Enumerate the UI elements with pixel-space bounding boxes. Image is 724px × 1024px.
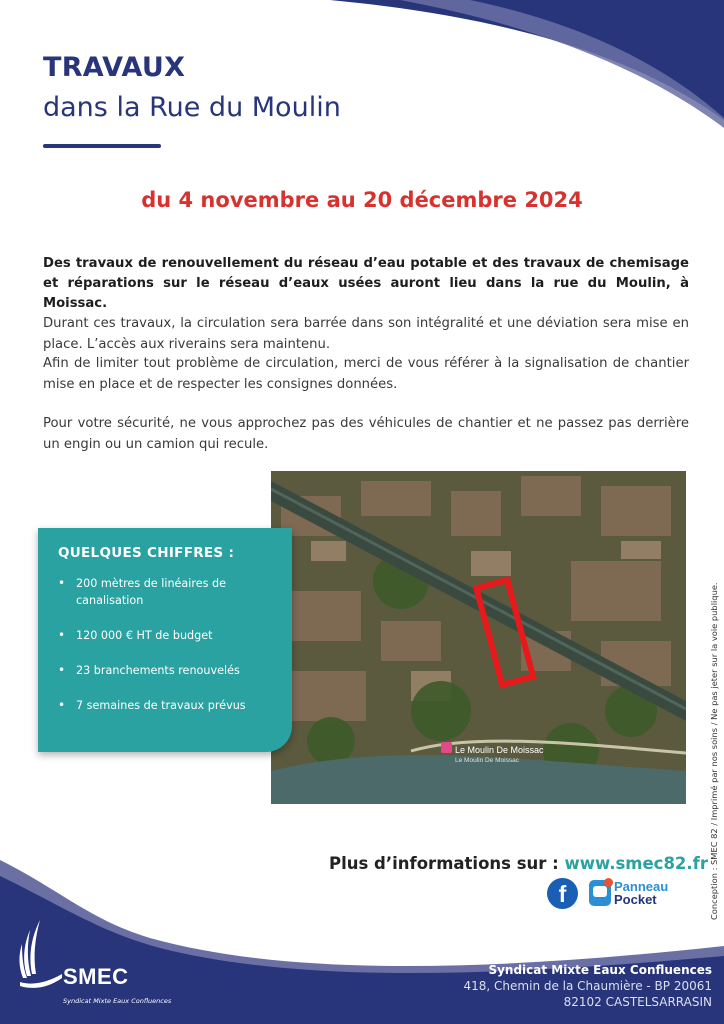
work-dates: du 4 novembre au 20 décembre 2024 [141, 188, 583, 212]
smec-logo-name: SMEC [63, 964, 129, 989]
page-title: TRAVAUX [43, 52, 186, 83]
traffic-paragraph: Durant ces travaux, la circulation sera barrée dans son intégralité et une déviation sera mise en place. L’accès aux riverains sera maintenu. [43, 316, 689, 352]
website-link[interactable]: www.smec82.fr [564, 854, 708, 873]
smec-logo-tagline: Syndicat Mixte Eaux Confluences [63, 997, 172, 1005]
footer-address [464, 962, 712, 1010]
safety-paragraph: Pour votre sécurité, ne vous approchez pas des véhicules de chantier et ne passez pas derrière un engin ou un camion qui recule. [43, 416, 689, 452]
footer-city-line: 82102 CASTELSARRASIN [563, 995, 712, 1009]
map-place-label: Le Moulin De Moissac [455, 745, 544, 755]
footer-org-name: Syndicat Mixte Eaux Confluences [488, 963, 712, 977]
facebook-icon[interactable]: f [547, 878, 578, 909]
key-figure-item: • 7 semaines de travaux prévus [58, 697, 272, 714]
map-place-sublabel: Le Moulin De Moissac [455, 757, 519, 764]
key-figures-list [58, 575, 272, 714]
more-info-label: Plus d’informations sur : [329, 854, 559, 873]
panneau-pocket-line1: Panneau [614, 879, 669, 894]
title-underline [43, 144, 161, 148]
design-credit: Conception : SMEC 82 / Imprimé par nos soins / Ne pas jeter sur la voie publique. [709, 582, 719, 920]
footer-address-line: 418, Chemin de la Chaumière - BP 20061 [463, 979, 712, 993]
key-figure-item: • 23 branchements renouvelés [58, 662, 272, 679]
key-figures-title: QUELQUES CHIFFRES : [58, 545, 235, 561]
key-figures-box [38, 528, 292, 752]
key-figure-item: • 120 000 € HT de budget [58, 627, 272, 644]
aerial-map [271, 471, 686, 804]
page-subtitle: dans la Rue du Moulin [43, 92, 341, 123]
key-figure-item: • 200 mètres de linéaires de canalisation [58, 575, 272, 609]
signage-paragraph: Afin de limiter tout problème de circulation, merci de vous référer à la signalisation de chantier mise en place et de respecter les consignes données. [43, 356, 689, 392]
panneau-pocket-line2: Pocket [614, 892, 657, 907]
intro-paragraph: Des travaux de renouvellement du réseau d’eau potable et des travaux de chemisage et réparations sur le réseau d’eaux usées auront lieu dans la rue du Moulin, à Moissac. [43, 256, 689, 311]
smec-logo-icon [18, 916, 68, 996]
